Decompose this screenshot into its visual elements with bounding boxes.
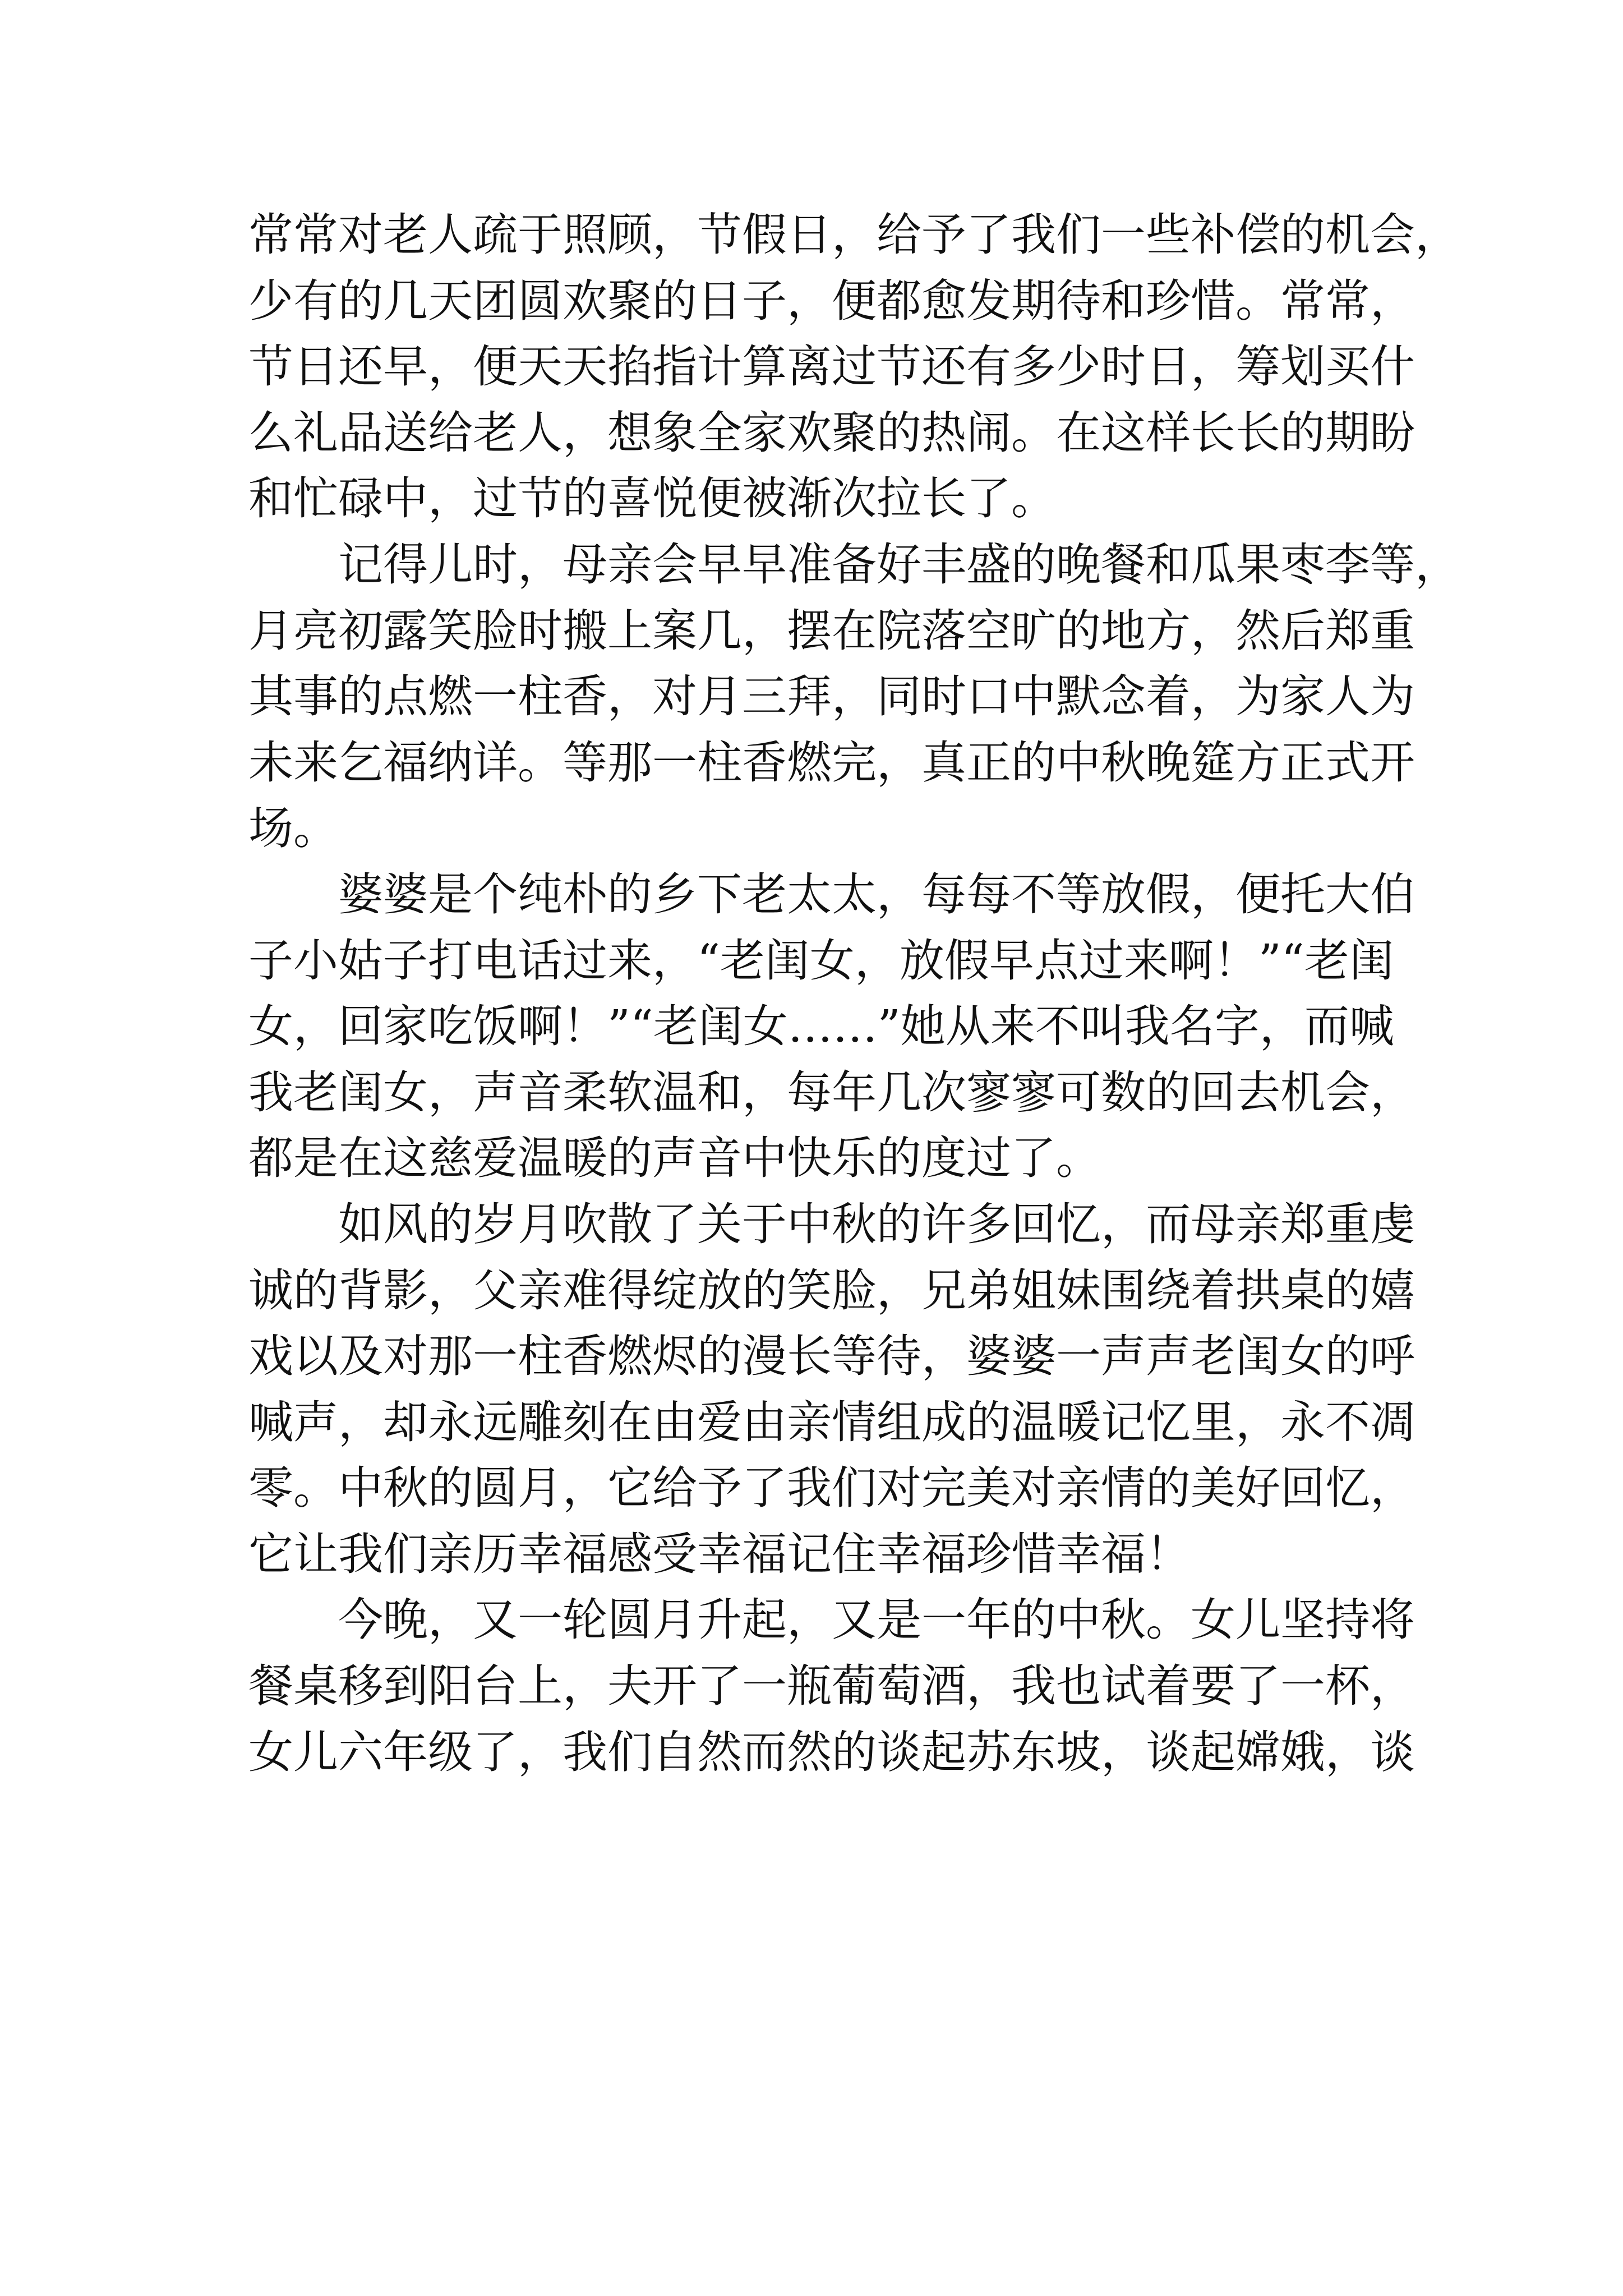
text-line: 零。中秋的圆月，它给予了我们对完美对亲情的美好回忆，: [248, 1462, 1415, 1515]
text-line: 如风的岁月吹散了关于中秋的许多回忆，而母亲郑重虔: [338, 1198, 1415, 1250]
text-line: 么礼品送给老人，想象全家欢聚的热闹。在这样长长的期盼: [248, 406, 1415, 459]
paragraph-5: [248, 1587, 1415, 1785]
text-line: 今晚，又一轮圆月升起，又是一年的中秋。女儿坚持将: [338, 1594, 1415, 1646]
text-line: 记得儿时，母亲会早早准备好丰盛的晚餐和瓜果枣李等，: [338, 538, 1460, 591]
text-line: 场。: [248, 802, 338, 855]
text-line: 诚的背影，父亲难得绽放的笑脸，兄弟姐妹围绕着拱桌的嬉: [248, 1264, 1415, 1317]
text-line: 和忙碌中，过节的喜悦便被渐次拉长了。: [248, 472, 1056, 525]
text-line: 它让我们亲历幸福感受幸福记住幸福珍惜幸福！: [248, 1527, 1191, 1580]
document-body-text: [248, 202, 1460, 1785]
text-line: 少有的几天团圆欢聚的日子，便都愈发期待和珍惜。常常，: [248, 274, 1415, 327]
text-line: 常常对老人疏于照顾，节假日，给予了我们一些补偿的机会，: [248, 209, 1460, 261]
text-line: 戏以及对那一柱香燃烬的漫长等待，婆婆一声声老闺女的呼: [248, 1330, 1415, 1383]
paragraph-1: [248, 202, 1460, 532]
text-line: 餐桌移到阳台上，夫开了一瓶葡萄酒，我也试着要了一杯，: [248, 1660, 1415, 1713]
text-line: 喊声，却永远雕刻在由爱由亲情组成的温暖记忆里，永不凋: [248, 1396, 1415, 1448]
text-line: 子小姑子打电话过来，“老闺女，放假早点过来啊！”“老闺: [248, 934, 1394, 987]
text-line: 未来乞福纳详。等那一柱香燃完，真正的中秋晚筵方正式开: [248, 736, 1415, 789]
text-line: 我老闺女，声音柔软温和，每年几次寥寥可数的回去机会，: [248, 1066, 1415, 1119]
paragraph-4: [248, 1191, 1415, 1588]
text-line: 其事的点燃一柱香，对月三拜，同时口中默念着，为家人为: [248, 670, 1415, 723]
text-line: 节日还早，便天天掐指计算离过节还有多少时日，筹划买什: [248, 341, 1415, 393]
text-line: 都是在这慈爱温暖的声音中快乐的度过了。: [248, 1132, 1101, 1185]
text-line: 女儿六年级了，我们自然而然的谈起苏东坡，谈起嫦娥，谈: [248, 1726, 1415, 1778]
text-line: 月亮初露笑脸时搬上案几，摆在院落空旷的地方，然后郑重: [248, 604, 1415, 657]
paragraph-2: [248, 532, 1460, 862]
paragraph-3: [248, 862, 1415, 1191]
text-line: 婆婆是个纯朴的乡下老太太，每每不等放假，便托大伯: [338, 868, 1415, 921]
text-line: 女，回家吃饭啊！”“老闺女……”她从来不叫我名字，而喊: [248, 1000, 1394, 1053]
